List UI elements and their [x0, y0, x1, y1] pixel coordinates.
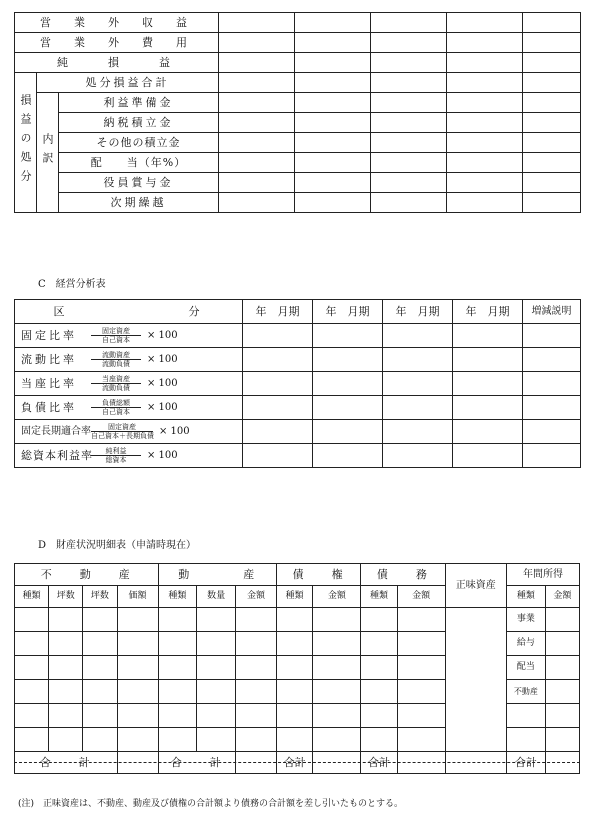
realty-area-header: 坪数 [49, 586, 83, 608]
realty-value-header: 価額 [117, 586, 158, 608]
empty-cell [15, 656, 49, 680]
empty-cell [397, 728, 445, 752]
empty-cell [158, 632, 197, 656]
empty-cell [276, 656, 312, 680]
realty-type-header: 種類 [15, 586, 49, 608]
empty-cell [219, 93, 295, 113]
income-type-cell: 配当 [507, 656, 546, 680]
empty-cell [235, 632, 276, 656]
period-header: 年 月期 [243, 300, 313, 324]
income-type-cell: 給与 [507, 632, 546, 656]
empty-cell [383, 324, 453, 348]
net-assets-header: 正味資産 [445, 564, 507, 608]
empty-cell [219, 153, 295, 173]
empty-cell [313, 632, 361, 656]
claims-total-label: 合計 [276, 752, 312, 774]
ratio-row: 固定長期適合率 $\frac{\text{固定資産}}{\text{自己資本＋長期負債}}$ × 100 [15, 420, 243, 444]
empty-cell [295, 53, 371, 73]
empty-cell [295, 173, 371, 193]
empty-cell [447, 153, 523, 173]
disposal-side-label: 損益の処分 [15, 73, 37, 213]
breakdown-item: 役員賞与金 [59, 173, 219, 193]
empty-cell [523, 133, 581, 153]
empty-cell [523, 420, 581, 444]
empty-cell [83, 632, 117, 656]
empty-cell [523, 73, 581, 93]
empty-cell [523, 13, 581, 33]
empty-cell [83, 728, 117, 752]
ratio-row: 固定比率 $\frac{\text{固定資産}}{\text{自己資本}}$ × 100 [15, 324, 243, 348]
empty-cell [397, 704, 445, 728]
period-header: 年 月期 [383, 300, 453, 324]
empty-cell [15, 680, 49, 704]
empty-cell [507, 704, 546, 728]
empty-cell [397, 680, 445, 704]
empty-cell [197, 680, 236, 704]
empty-cell [276, 680, 312, 704]
empty-cell [371, 173, 447, 193]
movables-amount-header: 金額 [235, 586, 276, 608]
empty-cell [545, 680, 579, 704]
empty-cell [219, 173, 295, 193]
empty-cell [117, 704, 158, 728]
footnote: (注) 正味資産は、不動産、動産及び債権の合計額より債務の合計額を差し引いたものとする。 [18, 799, 404, 809]
empty-cell [49, 680, 83, 704]
breakdown-item: 次期繰越 [59, 193, 219, 213]
empty-cell [383, 372, 453, 396]
claims-type-header: 種類 [276, 586, 312, 608]
empty-cell [219, 73, 295, 93]
totals-divider [14, 762, 580, 763]
empty-cell [158, 728, 197, 752]
breakdown-item: 利益準備金 [59, 93, 219, 113]
empty-cell [243, 396, 313, 420]
empty-cell [507, 728, 546, 752]
empty-cell [313, 348, 383, 372]
empty-cell [371, 113, 447, 133]
empty-cell [383, 348, 453, 372]
empty-cell [295, 193, 371, 213]
movables-total-label: 合 計 [158, 752, 235, 774]
income-type-cell: 不動産 [507, 680, 546, 704]
empty-cell [158, 680, 197, 704]
period-header: 年 月期 [313, 300, 383, 324]
empty-cell [313, 396, 383, 420]
movables-group-header: 動 産 [158, 564, 276, 586]
empty-cell [523, 173, 581, 193]
empty-cell [383, 396, 453, 420]
movables-qty-header: 数量 [197, 586, 236, 608]
empty-cell [545, 608, 579, 632]
empty-cell [523, 153, 581, 173]
debts-total-label: 合計 [361, 752, 397, 774]
empty-cell [313, 444, 383, 468]
empty-cell [219, 53, 295, 73]
empty-cell [313, 608, 361, 632]
empty-cell [235, 680, 276, 704]
ratio-row: 負債比率 $\frac{\text{負債総額}}{\text{自己資本}}$ × 100 [15, 396, 243, 420]
section-d-title: D 財産状況明細表（申請時現在） [38, 540, 197, 551]
income-amount-header: 金額 [545, 586, 579, 608]
empty-cell [447, 53, 523, 73]
period-header: 年 月期 [453, 300, 523, 324]
business-analysis-table [14, 299, 581, 468]
ratio-row: 当座比率 $\frac{\text{当座資産}}{\text{流動負債}}$ × 100 [15, 372, 243, 396]
empty-cell [49, 728, 83, 752]
empty-cell [361, 656, 397, 680]
debts-amount-header: 金額 [397, 586, 445, 608]
empty-cell [361, 608, 397, 632]
empty-cell [545, 704, 579, 728]
empty-cell [453, 372, 523, 396]
empty-cell [219, 133, 295, 153]
ratio-label: 総資本利益率 [21, 449, 93, 462]
breakdown-item: 配 当（年%） [59, 153, 219, 173]
empty-cell [447, 113, 523, 133]
income-type-cell: 事業 [507, 608, 546, 632]
property-status-table [14, 563, 580, 774]
empty-cell [383, 444, 453, 468]
net-profit-label: 純 損 益 [15, 53, 219, 73]
empty-cell [117, 656, 158, 680]
empty-cell [545, 728, 579, 752]
empty-cell [295, 133, 371, 153]
empty-cell [453, 444, 523, 468]
empty-cell [158, 608, 197, 632]
empty-cell [243, 348, 313, 372]
empty-cell [83, 608, 117, 632]
empty-cell [15, 704, 49, 728]
empty-cell [243, 444, 313, 468]
empty-cell [235, 704, 276, 728]
income-type-header: 種類 [507, 586, 546, 608]
non-operating-income-label: 営 業 外 収 益 [15, 13, 219, 33]
empty-cell [276, 728, 312, 752]
empty-cell [15, 728, 49, 752]
empty-cell [545, 656, 579, 680]
empty-cell [197, 632, 236, 656]
empty-cell [447, 193, 523, 213]
empty-cell [361, 680, 397, 704]
category-header: 区 分 [15, 300, 243, 324]
ratio-fraction: $\frac{\text{純利益}}{\text{総資本}}$ [91, 447, 141, 464]
empty-cell [235, 656, 276, 680]
empty-cell [453, 324, 523, 348]
empty-cell [117, 680, 158, 704]
empty-cell [371, 53, 447, 73]
empty-cell [219, 193, 295, 213]
empty-cell [49, 656, 83, 680]
realty-area-header: 坪数 [83, 586, 117, 608]
ratio-label: 固定比率 [21, 329, 77, 342]
empty-cell [15, 608, 49, 632]
empty-cell [313, 728, 361, 752]
empty-cell [313, 656, 361, 680]
empty-cell [15, 632, 49, 656]
empty-cell [447, 93, 523, 113]
empty-cell [545, 632, 579, 656]
empty-cell [117, 632, 158, 656]
empty-cell [49, 608, 83, 632]
empty-cell [83, 704, 117, 728]
empty-cell [397, 656, 445, 680]
empty-cell [158, 704, 197, 728]
empty-cell [243, 324, 313, 348]
empty-cell [295, 33, 371, 53]
empty-cell [371, 193, 447, 213]
non-operating-expense-label: 営 業 外 費 用 [15, 33, 219, 53]
income-header: 年間所得 [507, 564, 580, 586]
empty-cell [523, 33, 581, 53]
empty-cell [523, 193, 581, 213]
empty-cell [117, 728, 158, 752]
empty-cell [313, 372, 383, 396]
claims-amount-header: 金額 [313, 586, 361, 608]
empty-cell [523, 324, 581, 348]
empty-cell [371, 13, 447, 33]
empty-cell [383, 420, 453, 444]
debts-type-header: 種類 [361, 586, 397, 608]
empty-cell [276, 608, 312, 632]
empty-cell [276, 704, 312, 728]
empty-cell [313, 704, 361, 728]
empty-cell [453, 348, 523, 372]
empty-cell [361, 728, 397, 752]
empty-cell [313, 324, 383, 348]
breakdown-item: その他の積立金 [59, 133, 219, 153]
empty-cell [158, 656, 197, 680]
ratio-label: 負債比率 [21, 401, 77, 414]
breakdown-side-label: 内訳 [37, 93, 59, 213]
empty-cell [453, 420, 523, 444]
empty-cell [523, 53, 581, 73]
breakdown-item: 納税積立金 [59, 113, 219, 133]
empty-cell [295, 73, 371, 93]
ratio-label: 固定長期適合率 [21, 425, 91, 437]
empty-cell [49, 632, 83, 656]
empty-cell [235, 608, 276, 632]
empty-cell [361, 704, 397, 728]
empty-cell [523, 93, 581, 113]
empty-cell [447, 33, 523, 53]
empty-cell [219, 33, 295, 53]
empty-cell [453, 396, 523, 420]
empty-cell [397, 608, 445, 632]
empty-cell [295, 153, 371, 173]
empty-cell [295, 93, 371, 113]
ratio-fraction: $\frac{\text{当座資産}}{\text{流動負債}}$ [91, 375, 141, 392]
net-assets-cell [445, 608, 507, 752]
empty-cell [197, 608, 236, 632]
claims-group-header: 債 権 [276, 564, 360, 586]
empty-cell [523, 372, 581, 396]
empty-cell [83, 656, 117, 680]
empty-cell [361, 632, 397, 656]
empty-cell [371, 133, 447, 153]
ratio-row: 総資本利益率 $\frac{\text{純利益}}{\text{総資本}}$ × 100 [15, 444, 243, 468]
empty-cell [523, 113, 581, 133]
ratio-fraction: $\frac{\text{固定資産}}{\text{自己資本}}$ [91, 327, 141, 344]
debts-group-header: 債 務 [361, 564, 445, 586]
empty-cell [197, 656, 236, 680]
ratio-row: 流動比率 $\frac{\text{流動資産}}{\text{流動負債}}$ × 100 [15, 348, 243, 372]
ratio-fraction: $\frac{\text{流動資産}}{\text{流動負債}}$ [91, 351, 141, 368]
empty-cell [371, 73, 447, 93]
empty-cell [219, 13, 295, 33]
empty-cell [397, 632, 445, 656]
empty-cell [49, 704, 83, 728]
empty-cell [313, 420, 383, 444]
ratio-fraction: $\frac{\text{負債総額}}{\text{自己資本}}$ [91, 399, 141, 416]
empty-cell [523, 396, 581, 420]
empty-cell [83, 680, 117, 704]
empty-cell [295, 113, 371, 133]
ratio-label: 流動比率 [21, 353, 77, 366]
explain-header: 増減説明 [523, 300, 581, 324]
empty-cell [447, 73, 523, 93]
empty-cell [523, 444, 581, 468]
empty-cell [276, 632, 312, 656]
empty-cell [371, 153, 447, 173]
realty-total-label: 合 計 [15, 752, 118, 774]
movables-type-header: 種類 [158, 586, 197, 608]
empty-cell [117, 608, 158, 632]
empty-cell [371, 93, 447, 113]
empty-cell [523, 348, 581, 372]
empty-cell [447, 13, 523, 33]
ratio-label: 当座比率 [21, 377, 77, 390]
empty-cell [313, 680, 361, 704]
empty-cell [243, 372, 313, 396]
empty-cell [447, 133, 523, 153]
section-c-title: C 経営分析表 [38, 279, 106, 290]
empty-cell [371, 33, 447, 53]
empty-cell [235, 728, 276, 752]
disposal-total-label: 処分損益合計 [37, 73, 219, 93]
empty-cell [447, 173, 523, 193]
profit-disposal-table [14, 12, 581, 213]
ratio-fraction: $\frac{\text{固定資産}}{\text{自己資本＋長期負債}}$ [91, 423, 154, 440]
empty-cell [295, 13, 371, 33]
empty-cell [243, 420, 313, 444]
empty-cell [197, 704, 236, 728]
empty-cell [197, 728, 236, 752]
income-total-label: 合計 [507, 752, 546, 774]
empty-cell [219, 113, 295, 133]
realty-group-header: 不 動 産 [15, 564, 159, 586]
